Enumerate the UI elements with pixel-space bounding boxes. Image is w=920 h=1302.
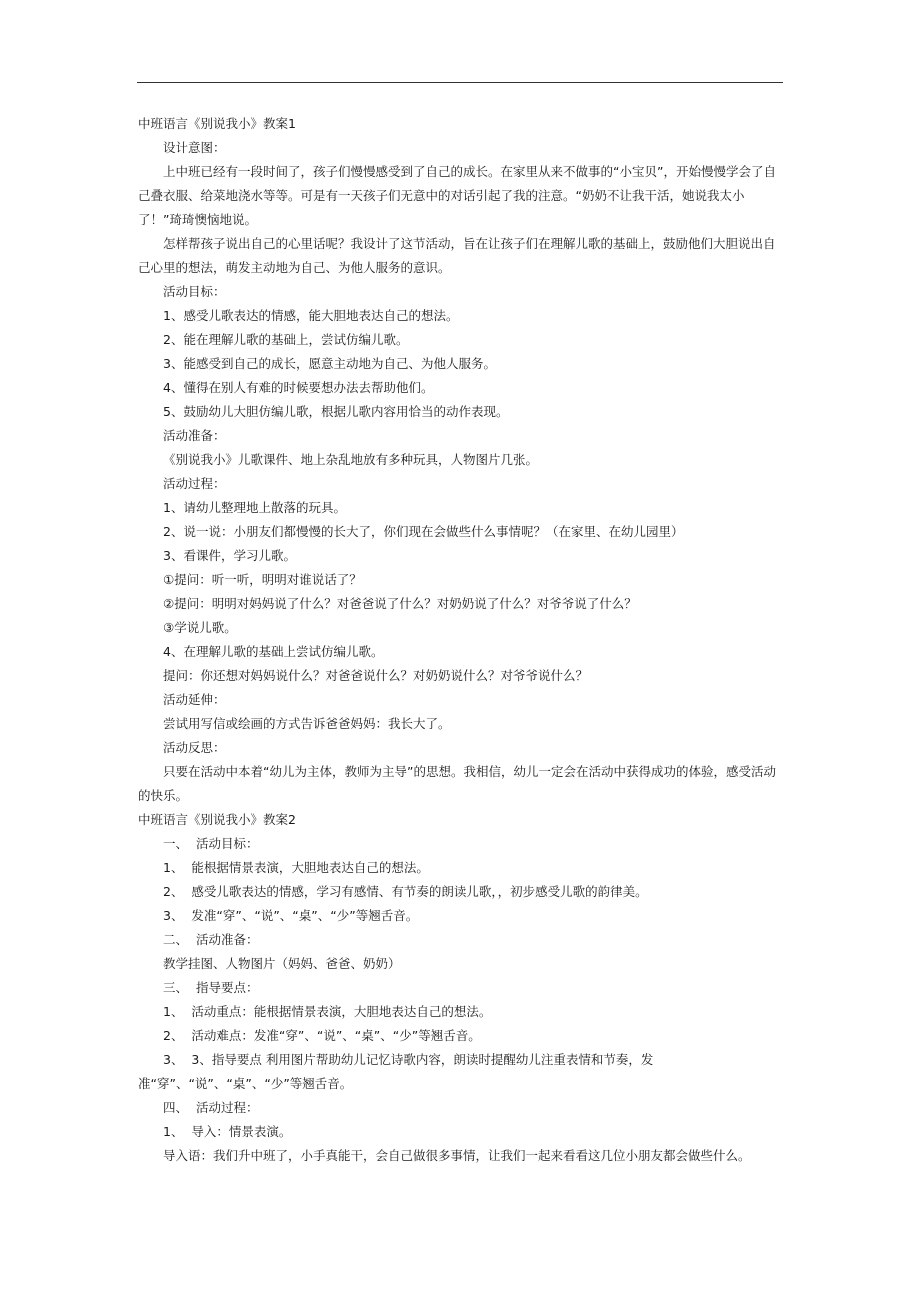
list-item-process-2-1: 1、 导入：情景表演。 — [163, 1124, 292, 1139]
list-item-objective-5: 5、鼓励幼儿大胆仿编儿歌，根据儿歌内容用恰当的动作表现。 — [163, 404, 509, 419]
paragraph-question: 提问：你还想对妈妈说什么？对爸爸说什么？对奶奶说什么？对爷爷说什么？ — [163, 668, 589, 683]
paragraph-reflection: 只要在活动中本着“幼儿为主体，教师为主导”的思想。我相信，幼儿一定会在活动中获得成功的体验，感受活动的快乐。 — [138, 764, 776, 803]
list-item-objective-1: 1、感受儿歌表达的情感，能大胆地表达自己的想法。 — [163, 308, 459, 323]
header-rule — [137, 82, 783, 83]
list-item-guidance-1: 1、 活动重点：能根据情景表演，大胆地表达自己的想法。 — [163, 1004, 492, 1019]
list-item-question-2: ②提问：明明对妈妈说了什么？对爸爸说了什么？对奶奶说了什么？对爷爷说了什么？ — [163, 596, 637, 611]
list-item-objective-2-3: 3、 发准“穿”、“说”、“桌”、“少”等翘舌音。 — [163, 908, 419, 923]
list-item-guidance-2: 2、 活动难点：发准“穿”、“说”、“桌”、“少”等翘舌音。 — [163, 1028, 481, 1043]
section-heading-extension: 活动延伸： — [163, 692, 226, 707]
section-heading-design-intent: 设计意图： — [163, 140, 226, 155]
list-item-objective-2-1: 1、 能根据情景表演，大胆地表达自己的想法。 — [163, 860, 429, 875]
section-heading-preparation: 活动准备： — [163, 428, 226, 443]
list-item-process-3: 3、看课件，学习儿歌。 — [163, 548, 296, 563]
lesson-title-2: 中班语言《别说我小》教案2 — [138, 812, 296, 827]
lesson-title-1: 中班语言《别说我小》教案1 — [138, 116, 296, 131]
section-heading-process: 活动过程： — [163, 476, 226, 491]
section-heading-preparation-2: 二、 活动准备： — [163, 932, 259, 947]
list-item-objective-2-2: 2、 感受儿歌表达的情感，学习有感情、有节奏的朗读儿歌，，初步感受儿歌的韵律美。 — [163, 884, 648, 899]
list-item-question-1: ①提问：听一听，明明对谁说话了？ — [163, 572, 362, 587]
paragraph-preparation-2: 教学挂图、人物图片（妈妈、爸爸、奶奶） — [163, 956, 401, 971]
paragraph-extension: 尝试用写信或绘画的方式告诉爸爸妈妈：我长大了。 — [163, 716, 451, 731]
list-item-objective-4: 4、懂得在别人有难的时候要想办法去帮助他们。 — [163, 380, 434, 395]
list-item-objective-2: 2、能在理解儿歌的基础上，尝试仿编儿歌。 — [163, 332, 409, 347]
paragraph-intro-speech: 导入语：我们升中班了，小手真能干，会自己做很多事情，让我们一起来看看这几位小朋友都会做些什么。 — [163, 1148, 751, 1163]
section-heading-objectives: 活动目标： — [163, 284, 226, 299]
list-item-process-4: 4、在理解儿歌的基础上尝试仿编儿歌。 — [163, 644, 384, 659]
document-body — [138, 112, 784, 1168]
paragraph-design-intent: 上中班已经有一段时间了，孩子们慢慢感受到了自己的成长。在家里从来不做事的“小宝贝”，开始慢慢学会了自己叠衣服、给菜地浇水等等。可是有一天孩子们无意中的对话引起了我的注意。“奶奶不让我干活，她说我太小了！”琦琦懊恼地说。 — [138, 164, 776, 227]
list-item-objective-3: 3、能感受到自己的成长，愿意主动地为自己、为他人服务。 — [163, 356, 496, 371]
list-item-process-2: 2、说一说：小朋友们都慢慢的长大了，你们现在会做些什么事情呢？（在家里、在幼儿园里） — [163, 524, 684, 539]
section-heading-reflection: 活动反思： — [163, 740, 226, 755]
section-heading-guidance: 三、 指导要点： — [163, 980, 259, 995]
section-heading-process-2: 四、 活动过程： — [163, 1100, 259, 1115]
list-item-guidance-3: 3、 3、指导要点 利用图片帮助幼儿记忆诗歌内容，朗读时提醒幼儿注重表情和节奏，发准“穿”、“说”、“桌”、“少”等翘舌音。 — [138, 1052, 654, 1091]
list-item-process-1: 1、请幼儿整理地上散落的玩具。 — [163, 500, 346, 515]
list-item-question-3: ③学说儿歌。 — [163, 620, 237, 635]
paragraph-preparation: 《别说我小》儿歌课件、地上杂乱地放有多种玩具，人物图片几张。 — [163, 452, 539, 467]
section-heading-objectives-2: 一、 活动目标： — [163, 836, 259, 851]
paragraph-design-intent-2: 怎样帮孩子说出自己的心里话呢？我设计了这节活动，旨在让孩子们在理解儿歌的基础上，鼓励他们大胆说出自己心里的想法，萌发主动地为自己、为他人服务的意识。 — [138, 236, 776, 275]
